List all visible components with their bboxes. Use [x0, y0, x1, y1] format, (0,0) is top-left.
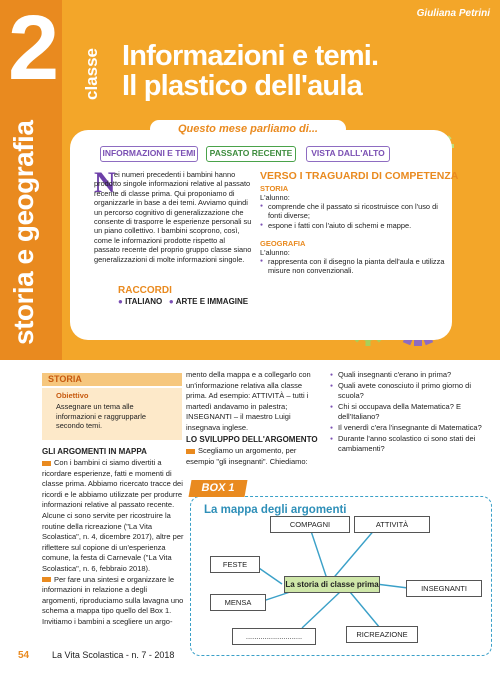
connector-line [302, 592, 340, 628]
paragraph: Invitiamo i bambini a scegliere un argo- [42, 616, 173, 626]
box1-title: La mappa degli argomenti [204, 504, 347, 516]
drop-cap: N [94, 166, 116, 199]
map-center-node: La storia di classe prima [284, 576, 380, 593]
paragraph: mento della mappa e a collegarlo con un'informazione relativa alla classe prima. Ad esempio: ATTIVITÀ – tutti i martedì andavamo in palestra; INSEGNANTI – il maestro Luigi insegnava inglese. [186, 370, 311, 432]
paragraph: Scegliamo un argomento, per esempio "gli insegnanti". Chiediamo: [186, 446, 308, 466]
box1-label: BOX 1 [189, 480, 248, 497]
map-node-insegnanti: INSEGNANTI [406, 580, 482, 597]
map-node-feste: FESTE [210, 556, 260, 573]
article-title-line2: Il plastico dell'aula [122, 70, 362, 102]
storia-lead: L'alunno: [260, 193, 290, 202]
connector-line [330, 528, 376, 582]
map-node-ricreazione: RICREAZIONE [346, 626, 418, 643]
topic-tag: PASSATO RECENTE [206, 146, 296, 162]
competence-heading: VERSO I TRAGUARDI DI COMPETENZA [260, 170, 459, 182]
subject-label: storia e geografia [8, 120, 39, 346]
question-item: ● Quali insegnanti c'erano in prima? [330, 370, 490, 381]
section-heading: LO SVILUPPO DELL'ARGOMENTO [186, 435, 318, 444]
map-node-attivita: ATTIVITÀ [354, 516, 430, 533]
class-label: classe [82, 48, 101, 100]
storia-item: ● espone i fatti con l'aiuto di schemi e mappe. [260, 221, 445, 230]
raccordi-item: ITALIANO [125, 297, 163, 306]
raccordi-item: ARTE E IMMAGINE [175, 297, 249, 306]
intro-paragraph: ei numeri precedenti i bambini hanno prodotto singole informazioni relative al passato recente di classe prima. Qui proponiamo di organizzarle in base a dei temi. Avviamo quindi un percorso cognitivo di generalizzazione che consente di trasporre le esperienze personali su un piano collettivo. I bambini scoprono, così, come le informazioni prodotte rispetto al passato recente del proprio gruppo classe siano generalizzazioni di molte informazioni singole. [94, 170, 252, 264]
competence-block [260, 184, 445, 275]
topic-tag: INFORMAZIONI E TEMI [100, 146, 198, 162]
question-item: ● Quali avete conosciuto il primo giorno di scuola? [330, 381, 490, 402]
geografia-lead: L'alunno: [260, 247, 290, 257]
paragraph: Alcune ci sono servite per ricostruire la routine della ricreazione ("La Vita Scolastica", n. 4, dicembre 2017), altre per riflettere sul copione di un'esperienza comune, la festa di Carnevale ("La Vita Scolastica", n. 6, febbraio 2018). [42, 510, 184, 573]
magazine-footer: La Vita Scolastica - n. 7 - 2018 [52, 650, 175, 660]
storia-label: STORIA [260, 184, 289, 193]
question-item: ● Durante l'anno scolastico ci sono stati dei cambiamenti? [330, 434, 490, 455]
topic-tag: VISTA DALL'ALTO [306, 146, 390, 162]
section-tag: STORIA [42, 373, 182, 386]
connector-line [350, 592, 380, 628]
article-title-line1: Informazioni e temi. [122, 40, 379, 72]
map-node-blank: ........................... [232, 628, 316, 645]
paragraph: Per fare una sintesi e organizzare le informazioni in relazione a degli argomenti, riproduciamo sulla lavagna uno schema a mappa tipo quello del Box 1. [42, 574, 184, 616]
raccordi-list: ● ITALIANO ● ARTE E IMMAGINE [118, 297, 249, 306]
class-number: 2 [8, 0, 60, 99]
storia-item: ● comprende che il passato si ricostruisce con l'uso di fonti diverse; [260, 202, 445, 220]
connector-line [310, 528, 328, 582]
objective-text: Assegnare un tema alle informazioni e raggrupparle secondo temi. [56, 402, 146, 430]
author-name: Giuliana Petrini [416, 8, 490, 19]
geografia-label: GEOGRAFIA [260, 238, 306, 248]
column2-body-2 [186, 446, 324, 467]
map-node-mensa: MENSA [210, 594, 266, 611]
column1-body [42, 458, 184, 628]
objective-title: Obiettivo [56, 391, 89, 400]
question-item: ● Chi si occupava della Matematica? E dell'Italiano? [330, 402, 490, 423]
connector-line [376, 584, 408, 588]
question-item: ● Il venerdì c'era l'insegnante di Matematica? [330, 423, 490, 434]
questions-list [330, 370, 490, 455]
raccordi-heading: RACCORDI [118, 285, 172, 296]
map-node-compagni: COMPAGNI [270, 516, 350, 533]
geografia-item: ● rappresenta con il disegno la pianta dell'aula e utilizza misure non convenzionali. [260, 257, 445, 275]
section-heading: GLI ARGOMENTI IN MAPPA [42, 447, 147, 456]
month-topic-title: Questo mese parliamo di... [150, 120, 346, 138]
page-number: 54 [18, 650, 30, 661]
column2-body [186, 370, 324, 434]
paragraph: Con i bambini ci siamo divertiti a ricordare esperienze, fatti e momenti di classe prima. Abbiamo ricercato tracce dei ricordi e le abbiamo utilizzate per produrre informazioni relative al passato recente. [42, 458, 183, 510]
